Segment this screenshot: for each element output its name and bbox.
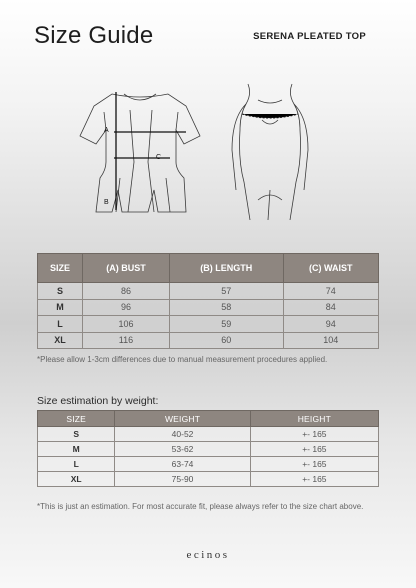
brand-logo-text: ecinos xyxy=(186,549,230,561)
height-cell: +- 165 xyxy=(250,427,378,442)
table-row xyxy=(38,299,379,316)
size-cell: L xyxy=(38,457,115,472)
bust-cell: 106 xyxy=(83,316,170,333)
label-c: C xyxy=(156,154,162,161)
waist-cell: 74 xyxy=(283,283,378,300)
table-row xyxy=(38,457,379,472)
table-row xyxy=(38,332,379,349)
height-cell: +- 165 xyxy=(250,457,378,472)
label-b: B xyxy=(104,199,109,206)
header-size: SIZE xyxy=(38,254,83,283)
page-title: Size Guide xyxy=(34,22,154,49)
height-cell: +- 165 xyxy=(250,442,378,457)
size-cell: L xyxy=(38,316,83,333)
table-row xyxy=(38,316,379,333)
length-cell: 57 xyxy=(169,283,283,300)
header-waist: (C) WAIST xyxy=(283,254,378,283)
garment-illustrations xyxy=(0,70,416,230)
estimation-title: Size estimation by weight: xyxy=(37,395,159,407)
size-cell: XL xyxy=(38,332,83,349)
table-row xyxy=(38,283,379,300)
table-row xyxy=(38,427,379,442)
header-bust: (A) BUST xyxy=(83,254,170,283)
table-row xyxy=(38,472,379,487)
measurements-table xyxy=(37,253,379,349)
bust-cell: 116 xyxy=(83,332,170,349)
length-cell: 60 xyxy=(169,332,283,349)
size-cell: M xyxy=(38,299,83,316)
measurement-lines xyxy=(114,92,186,210)
size-cell: XL xyxy=(38,472,115,487)
length-cell: 59 xyxy=(169,316,283,333)
waist-cell: 104 xyxy=(283,332,378,349)
table-header-row xyxy=(38,254,379,283)
height-cell: +- 165 xyxy=(250,472,378,487)
size-cell: S xyxy=(38,283,83,300)
header-length: (B) LENGTH xyxy=(169,254,283,283)
table-row xyxy=(38,442,379,457)
top-flat-sketch xyxy=(80,94,200,212)
weight-cell: 40-52 xyxy=(115,427,250,442)
product-name: SERENA PLEATED TOP xyxy=(253,31,366,42)
estimation-table xyxy=(37,410,379,487)
body-figure-sketch xyxy=(232,84,308,220)
table-header-row xyxy=(38,411,379,427)
label-a: A xyxy=(104,127,109,134)
waist-cell: 84 xyxy=(283,299,378,316)
measurement-note: *Please allow 1-3cm differences due to manual measurement procedures applied. xyxy=(37,355,328,364)
header-size: SIZE xyxy=(38,411,115,427)
weight-cell: 63-74 xyxy=(115,457,250,472)
weight-cell: 75-90 xyxy=(115,472,250,487)
size-cell: S xyxy=(38,427,115,442)
length-cell: 58 xyxy=(169,299,283,316)
bust-cell: 96 xyxy=(83,299,170,316)
estimation-note: *This is just an estimation. For most accurate fit, please always refer to the size chart above. xyxy=(37,502,364,511)
bust-measure-line xyxy=(242,114,298,118)
waist-cell: 94 xyxy=(283,316,378,333)
header-height: HEIGHT xyxy=(250,411,378,427)
size-cell: M xyxy=(38,442,115,457)
bust-cell: 86 xyxy=(83,283,170,300)
header-weight: WEIGHT xyxy=(115,411,250,427)
weight-cell: 53-62 xyxy=(115,442,250,457)
